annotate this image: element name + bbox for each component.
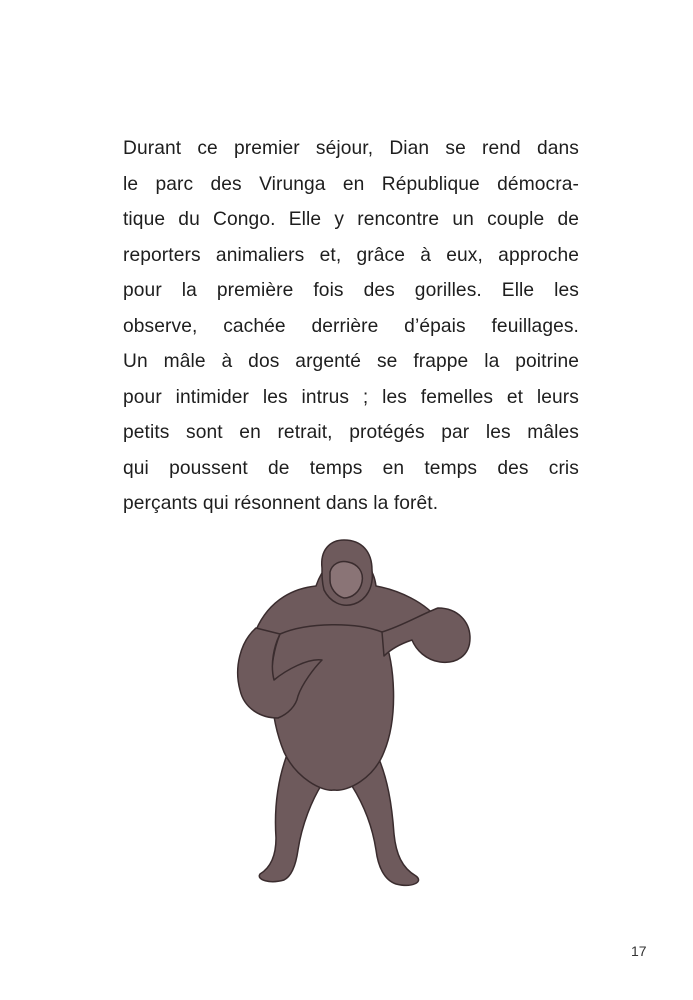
- paragraph-line: pour intimider les intrus ; les femelles et leurs: [123, 386, 579, 408]
- gorilla-face: [330, 561, 362, 598]
- paragraph-line: le parc des Virunga en République démocra-: [123, 173, 579, 195]
- paragraph-line: perçants qui résonnent dans la forêt.: [123, 493, 439, 514]
- paragraph-line: petits sont en retrait, protégés par les mâles: [123, 422, 579, 443]
- paragraph-line: Durant ce premier séjour, Dian se rend dans: [123, 138, 579, 159]
- paragraph-line: observe, cachée derrière d’épais feuillages.: [123, 315, 579, 337]
- body-paragraph: [123, 131, 579, 522]
- paragraph-line: Un mâle à dos argenté se frappe la poitrine: [123, 351, 579, 372]
- paragraph-line: tique du Congo. Elle y rencontre un couple de: [123, 209, 579, 230]
- paragraph-line: reporters animaliers et, grâce à eux, approche: [123, 244, 579, 266]
- paragraph-line: qui poussent de temps en temps des cris: [123, 457, 579, 479]
- gorilla-illustration: [226, 538, 474, 894]
- paragraph-line: pour la première fois des gorilles. Elle les: [123, 280, 579, 301]
- page-number: 17: [631, 943, 647, 959]
